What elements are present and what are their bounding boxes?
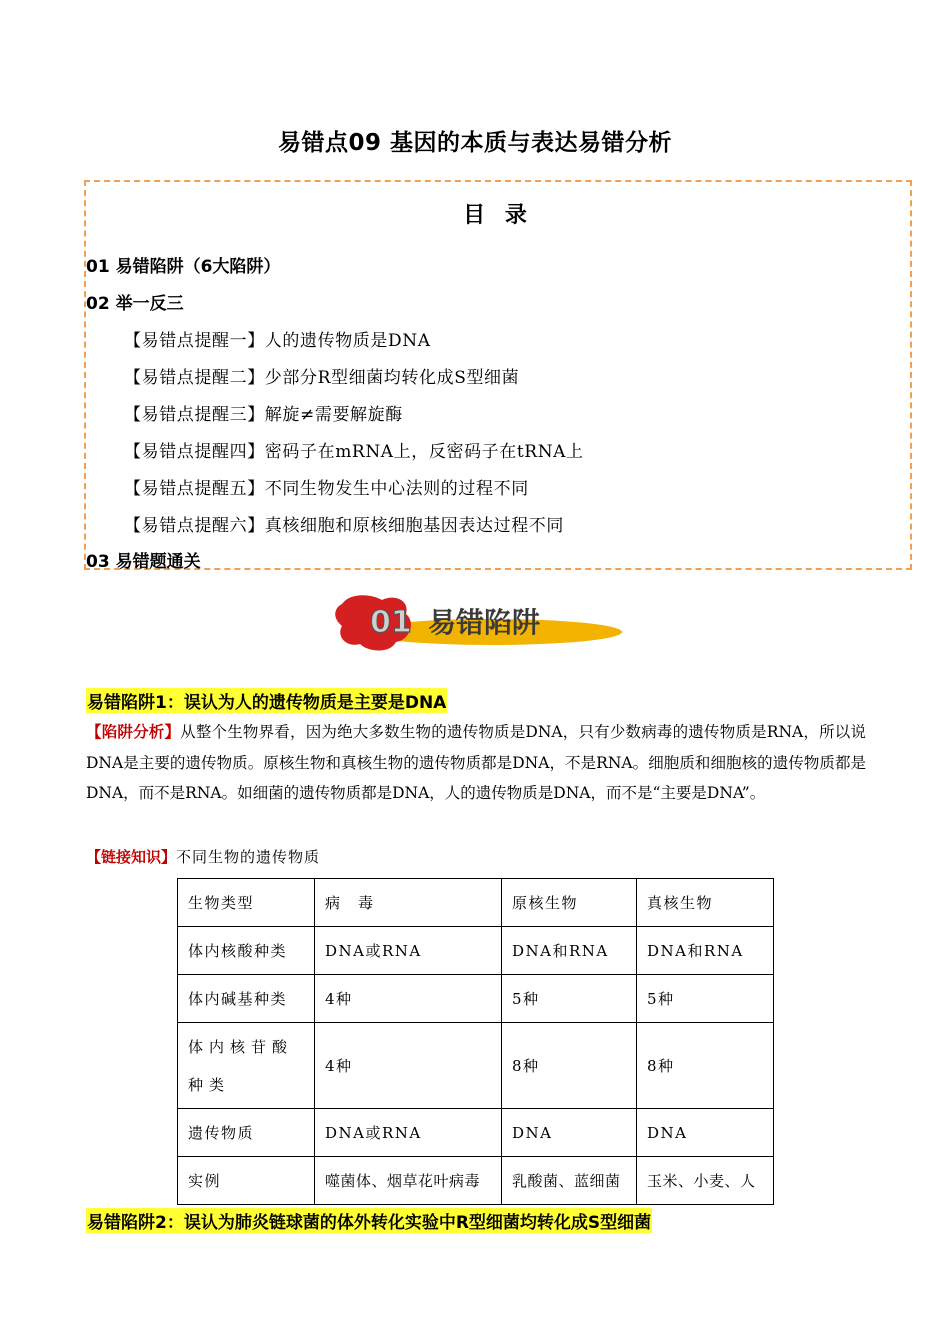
toc-item-3[interactable]: 【易错点提醒三】解旋≠需要解旋酶 <box>124 405 403 425</box>
toc-section-exercises[interactable]: 03 易错题通关 <box>86 552 201 572</box>
table-cell: 实例 <box>178 1157 315 1205</box>
table-cell: 8种 <box>502 1023 637 1109</box>
table-cell: DNA和RNA <box>502 927 637 975</box>
table-cell: 体内碱基种类 <box>178 975 315 1023</box>
table-cell: DNA或RNA <box>315 1109 502 1157</box>
toc-heading: 目 录 <box>463 203 533 228</box>
table-cell: 体内核酸种类 <box>178 927 315 975</box>
table-row <box>178 1109 774 1157</box>
table-cell: DNA或RNA <box>315 927 502 975</box>
toc-section-examples[interactable]: 02 举一反三 <box>86 294 184 314</box>
trap1-heading: 易错陷阱1：误认为人的遗传物质是主要是DNA <box>86 688 447 713</box>
table-cell: 4种 <box>315 975 502 1023</box>
trap1-link <box>86 842 866 873</box>
table-cell: 玉米、小麦、人 <box>637 1157 774 1205</box>
link-tag: 【链接知识】 <box>86 848 177 866</box>
table-row <box>178 1023 774 1109</box>
table-cell: DNA <box>502 1109 637 1157</box>
table-header-cell: 真核生物 <box>637 879 774 927</box>
table-row <box>178 927 774 975</box>
trap2-heading: 易错陷阱2：误认为肺炎链球菌的体外转化实验中R型细菌均转化成S型细菌 <box>86 1208 652 1233</box>
table-cell: 噬菌体、烟草花叶病毒 <box>315 1157 502 1205</box>
table-cell: 乳酸菌、蓝细菌 <box>502 1157 637 1205</box>
table-cell: DNA <box>637 1109 774 1157</box>
toc-item-5[interactable]: 【易错点提醒五】不同生物发生中心法则的过程不同 <box>124 479 529 499</box>
table-cell: 遗传物质 <box>178 1109 315 1157</box>
analysis-tag: 【陷阱分析】 <box>86 723 181 741</box>
banner-number: 01 <box>370 605 412 640</box>
table-header-cell: 生物类型 <box>178 879 315 927</box>
table-cell: 5种 <box>637 975 774 1023</box>
toc-item-1[interactable]: 【易错点提醒一】人的遗传物质是DNA <box>124 331 431 351</box>
toc-section-traps[interactable]: 01 易错陷阱（6大陷阱） <box>86 257 281 277</box>
genetic-material-table <box>177 878 774 1205</box>
table-cell: 4种 <box>315 1023 502 1109</box>
page-title: 易错点09 基因的本质与表达易错分析 <box>277 130 672 156</box>
table-row <box>178 975 774 1023</box>
table-cell: 5种 <box>502 975 637 1023</box>
table-header-row <box>178 879 774 927</box>
link-text: 不同生物的遗传物质 <box>176 848 321 866</box>
toc-item-4[interactable]: 【易错点提醒四】密码子在mRNA上，反密码子在tRNA上 <box>124 442 584 462</box>
trap1-analysis <box>86 717 866 809</box>
toc-item-2[interactable]: 【易错点提醒二】少部分R型细菌均转化成S型细菌 <box>124 368 520 388</box>
table-header-cell: 病 毒 <box>315 879 502 927</box>
analysis-text: 从整个生物界看，因为绝大多数生物的遗传物质是DNA，只有少数病毒的遗传物质是RNA，所以说DNA是主要的遗传物质。原核生物和真核生物的遗传物质都是DNA，不是RNA。细胞质和细胞核的遗传物质都是DNA，而不是RNA。如细菌的遗传物质都是DNA，人的遗传物质是DNA，而不是“主要是DNA”。 <box>86 723 866 802</box>
table-cell: 体内核苷酸种类 <box>178 1023 315 1109</box>
table-row <box>178 1157 774 1205</box>
table-header-cell: 原核生物 <box>502 879 637 927</box>
toc-item-6[interactable]: 【易错点提醒六】真核细胞和原核细胞基因表达过程不同 <box>124 516 564 536</box>
section-banner <box>332 590 624 660</box>
table-cell: DNA和RNA <box>637 927 774 975</box>
table-cell: 8种 <box>637 1023 774 1109</box>
banner-label: 易错陷阱 <box>428 606 541 639</box>
